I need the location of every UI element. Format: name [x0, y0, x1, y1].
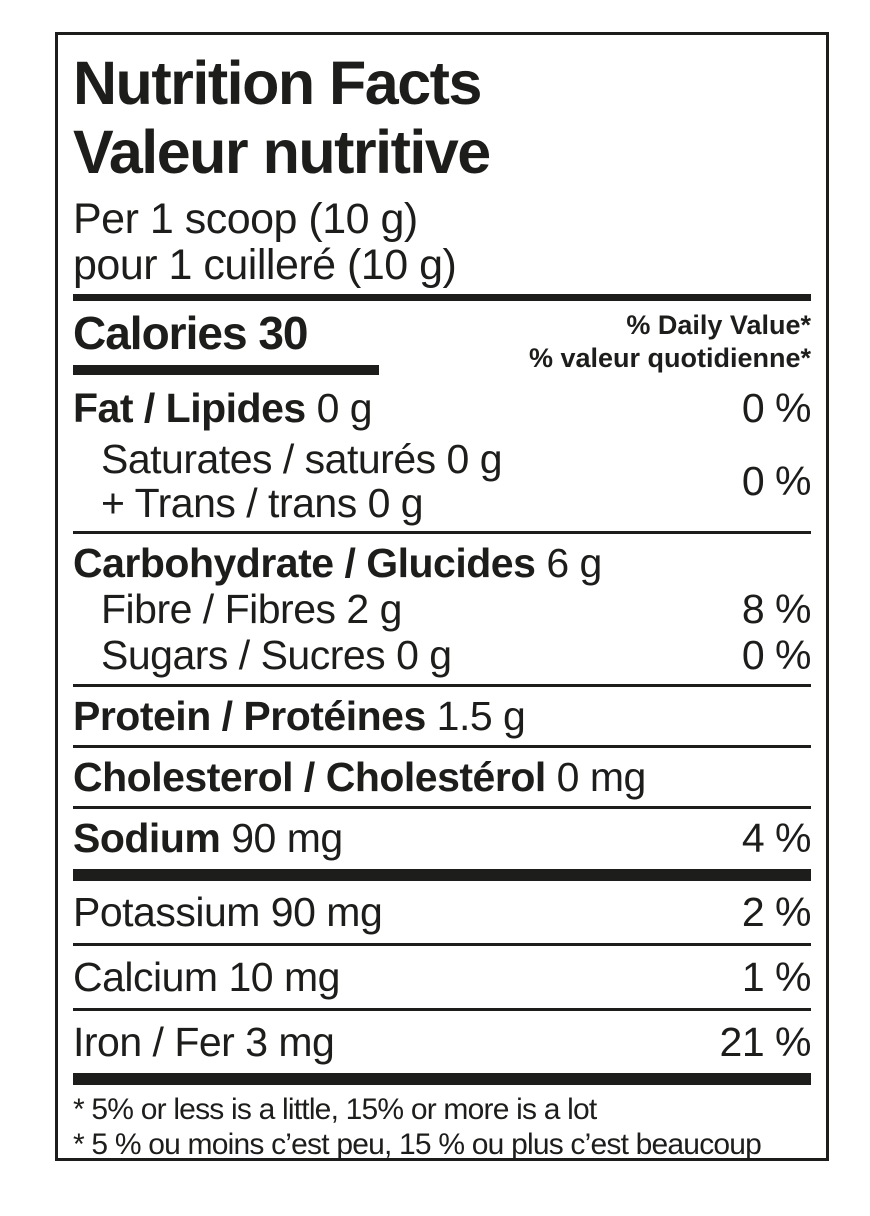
calories-value: 30 — [258, 307, 308, 359]
row-sodium — [73, 809, 811, 869]
sodium-label: Sodium — [73, 815, 221, 861]
iron-name: Iron / Fer 3 mg — [73, 1019, 335, 1065]
fat-daily-value: 0 % — [741, 385, 811, 431]
fat-name — [73, 387, 372, 429]
carbohydrate-amount: 6 g — [546, 540, 602, 586]
row-cholesterol — [73, 748, 811, 806]
daily-value-header-french: % valeur quotidienne* — [528, 343, 811, 373]
calories-block — [73, 309, 379, 375]
row-saturates-trans — [73, 437, 811, 531]
potassium-daily-value: 2 % — [741, 889, 811, 935]
row-calcium — [73, 946, 811, 1008]
potassium-name: Potassium 90 mg — [73, 889, 383, 935]
serving-size-french: pour 1 cuilleré (10 g) — [73, 241, 457, 289]
sodium-amount: 90 mg — [231, 815, 343, 861]
protein-label: Protein / Protéines — [73, 693, 426, 739]
footnote-french: * 5 % ou moins c’est peu, 15 % ou plus c’est beaucoup — [73, 1128, 762, 1161]
protein-amount: 1.5 g — [436, 693, 526, 739]
header-separator-rule — [73, 294, 811, 301]
cholesterol-label: Cholesterol / Cholestérol — [73, 754, 546, 800]
daily-value-header — [529, 309, 811, 375]
title-french: Valeur nutritive — [73, 118, 490, 186]
row-fat — [73, 375, 811, 437]
cholesterol-amount: 0 mg — [556, 754, 646, 800]
row-iron — [73, 1011, 811, 1073]
iron-daily-value: 21 % — [719, 1019, 811, 1065]
fat-label: Fat / Lipides — [73, 385, 306, 431]
calcium-name: Calcium 10 mg — [73, 954, 340, 1000]
row-sugars — [73, 632, 811, 684]
thick-separator-bar — [73, 869, 811, 881]
sugars-name: Sugars / Sucres 0 g — [101, 632, 452, 678]
sugars-daily-value: 0 % — [741, 632, 811, 678]
calories-underline-bar — [73, 365, 379, 375]
calcium-daily-value: 1 % — [741, 954, 811, 1000]
saturates-line: Saturates / saturés 0 g — [101, 436, 503, 482]
carbohydrate-label: Carbohydrate / Glucides — [73, 540, 536, 586]
calories-label: Calories — [73, 307, 247, 359]
thick-separator-bar — [73, 1073, 811, 1085]
label-header — [73, 35, 811, 288]
sodium-daily-value: 4 % — [741, 815, 811, 861]
saturates-daily-value: 0 % — [741, 458, 811, 504]
row-potassium — [73, 881, 811, 943]
serving-size-english: Per 1 scoop (10 g) — [73, 195, 418, 243]
fat-amount: 0 g — [316, 385, 373, 431]
nutrition-facts-label — [55, 32, 829, 1161]
trans-line: + Trans / trans 0 g — [101, 480, 424, 526]
title-english: Nutrition Facts — [73, 49, 481, 117]
footnotes — [73, 1085, 811, 1164]
daily-value-header-english: % Daily Value* — [626, 310, 811, 340]
calories-text — [73, 309, 379, 357]
cholesterol-name — [73, 756, 646, 798]
protein-name — [73, 695, 525, 737]
row-protein — [73, 687, 811, 745]
footnote-english: * 5% or less is a little, 15% or more is a lot — [73, 1093, 597, 1126]
calories-section — [73, 309, 811, 375]
fibre-daily-value: 8 % — [741, 586, 811, 632]
row-carbohydrate — [73, 534, 811, 586]
fibre-name: Fibre / Fibres 2 g — [101, 586, 402, 632]
row-fibre — [73, 586, 811, 632]
saturates-trans-lines — [73, 437, 502, 525]
sodium-name — [73, 817, 343, 859]
carbohydrate-name — [73, 542, 602, 584]
